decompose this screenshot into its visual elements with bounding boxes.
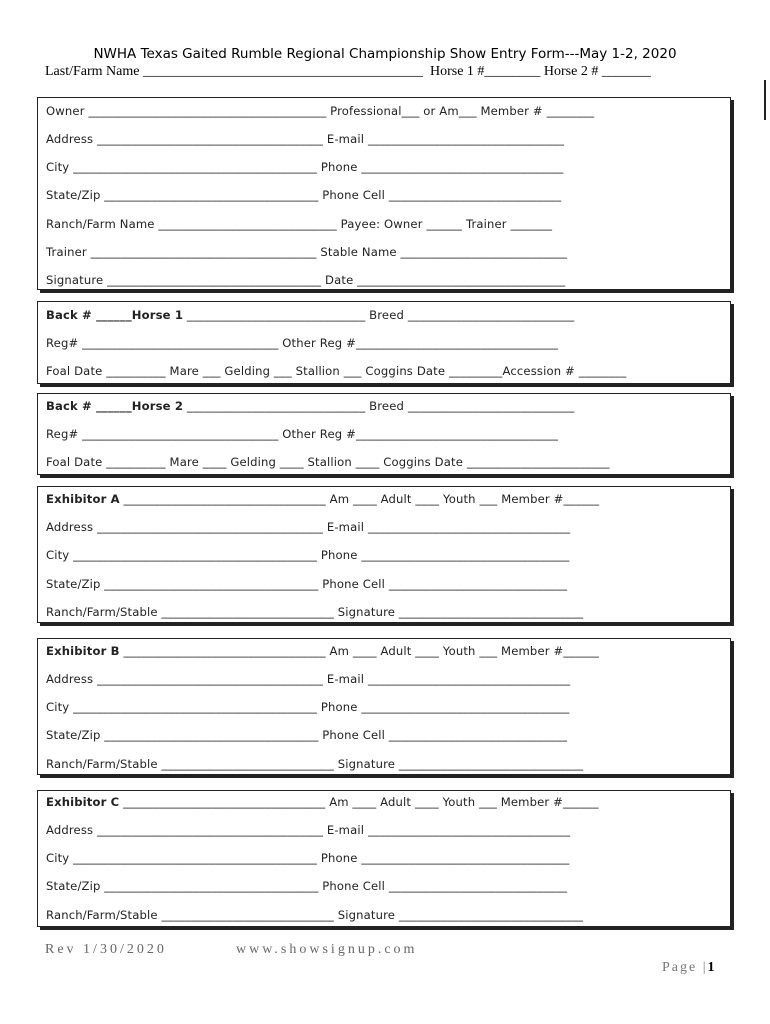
page-number-value: 1: [707, 960, 715, 975]
form-title: NWHA Texas Gaited Rumble Regional Championship Show Entry Form---May 1-2, 2020: [93, 46, 677, 62]
signature-date-line[interactable]: Signature ____________________________________ Date ___________________________________: [46, 273, 566, 287]
exhibitor-a-city-line[interactable]: City _________________________________________ Phone ___________________________________: [46, 548, 570, 562]
horse1-name-line[interactable]: [46, 308, 574, 322]
revision-date: Rev 1/30/2020: [45, 942, 167, 957]
exhibitor-c-section: [37, 790, 731, 927]
exhibitor-c-name-line[interactable]: [46, 795, 599, 809]
exhibitor-a-address-line[interactable]: Address ______________________________________ E-mail __________________________________: [46, 520, 571, 534]
exhibitor-c-address-line[interactable]: Address ______________________________________ E-mail __________________________________: [46, 823, 571, 837]
exhibitor-b-name-line[interactable]: [46, 644, 599, 658]
horse1-back-label: Back # ______Horse 1: [46, 308, 184, 322]
exhibitor-c-state-line[interactable]: State/Zip ____________________________________ Phone Cell ______________________________: [46, 879, 568, 893]
form-subtitle: Last/Farm Name ________________________________________ Horse 1 #________ Horse 2 # _______: [45, 64, 651, 79]
website-link[interactable]: www.showsignup.com: [236, 942, 418, 957]
exhibitor-a-fields[interactable]: __________________________________ Am ____ Adult ____ Youth ___ Member #______: [119, 492, 600, 506]
exhibitor-b-fields[interactable]: __________________________________ Am ____ Adult ____ Youth ___ Member #______: [119, 644, 600, 658]
ranch-payee-line[interactable]: Ranch/Farm Name ______________________________ Payee: Owner ______ Trainer _______: [46, 217, 553, 231]
exhibitor-a-state-line[interactable]: State/Zip ____________________________________ Phone Cell ______________________________: [46, 577, 568, 591]
trainer-stable-line[interactable]: Trainer ______________________________________ Stable Name ____________________________: [46, 245, 568, 259]
address-line[interactable]: Address ______________________________________ E-mail _________________________________: [46, 132, 565, 146]
horse2-reg-line[interactable]: Reg# _________________________________ Other Reg #__________________________________: [46, 427, 559, 441]
exhibitor-b-ranch-line[interactable]: Ranch/Farm/Stable _____________________________ Signature _______________________________: [46, 757, 584, 771]
horse1-section: [37, 301, 731, 384]
exhibitor-b-section: [37, 638, 731, 775]
exhibitor-a-ranch-line[interactable]: Ranch/Farm/Stable _____________________________ Signature _______________________________: [46, 605, 584, 619]
horse1-reg-line[interactable]: Reg# _________________________________ Other Reg #__________________________________: [46, 336, 559, 350]
page-number: [662, 960, 715, 976]
exhibitor-c-fields[interactable]: __________________________________ Am ____ Adult ____ Youth ___ Member #______: [119, 795, 599, 809]
exhibitor-c-label: Exhibitor C: [46, 795, 120, 809]
exhibitor-b-state-line[interactable]: State/Zip ____________________________________ Phone Cell ______________________________: [46, 728, 568, 742]
horse2-foal-line[interactable]: Foal Date __________ Mare ____ Gelding ____ Stallion ____ Coggins Date ________________________: [46, 455, 610, 469]
exhibitor-a-section: [37, 486, 731, 623]
horse2-back-label: Back # ______Horse 2: [46, 399, 184, 413]
exhibitor-c-ranch-line[interactable]: Ranch/Farm/Stable _____________________________ Signature _______________________________: [46, 908, 584, 922]
exhibitor-c-city-line[interactable]: City _________________________________________ Phone ___________________________________: [46, 851, 570, 865]
exhibitor-b-label: Exhibitor B: [46, 644, 120, 658]
exhibitor-b-address-line[interactable]: Address ______________________________________ E-mail __________________________________: [46, 672, 571, 686]
horse2-section: [37, 393, 731, 475]
city-line[interactable]: City _________________________________________ Phone __________________________________: [46, 160, 564, 174]
owner-section: [37, 97, 731, 290]
horse1-foal-line[interactable]: Foal Date __________ Mare ___ Gelding ___ Stallion ___ Coggins Date _________Accession # ________: [46, 364, 627, 378]
state-zip-line[interactable]: State/Zip ____________________________________ Phone Cell _____________________________: [46, 188, 562, 202]
margin-mark: [764, 80, 766, 120]
exhibitor-a-name-line[interactable]: [46, 492, 599, 506]
page-label: Page |: [662, 960, 708, 975]
owner-line[interactable]: Owner ________________________________________ Professional___ or Am___ Member # ________: [46, 104, 595, 118]
horse2-breed-field[interactable]: ______________________________ Breed ____________________________: [183, 399, 575, 413]
exhibitor-b-city-line[interactable]: City _________________________________________ Phone ___________________________________: [46, 700, 570, 714]
exhibitor-a-label: Exhibitor A: [46, 492, 120, 506]
horse2-name-line[interactable]: [46, 399, 574, 413]
horse1-breed-field[interactable]: ______________________________ Breed ____________________________: [183, 308, 575, 322]
